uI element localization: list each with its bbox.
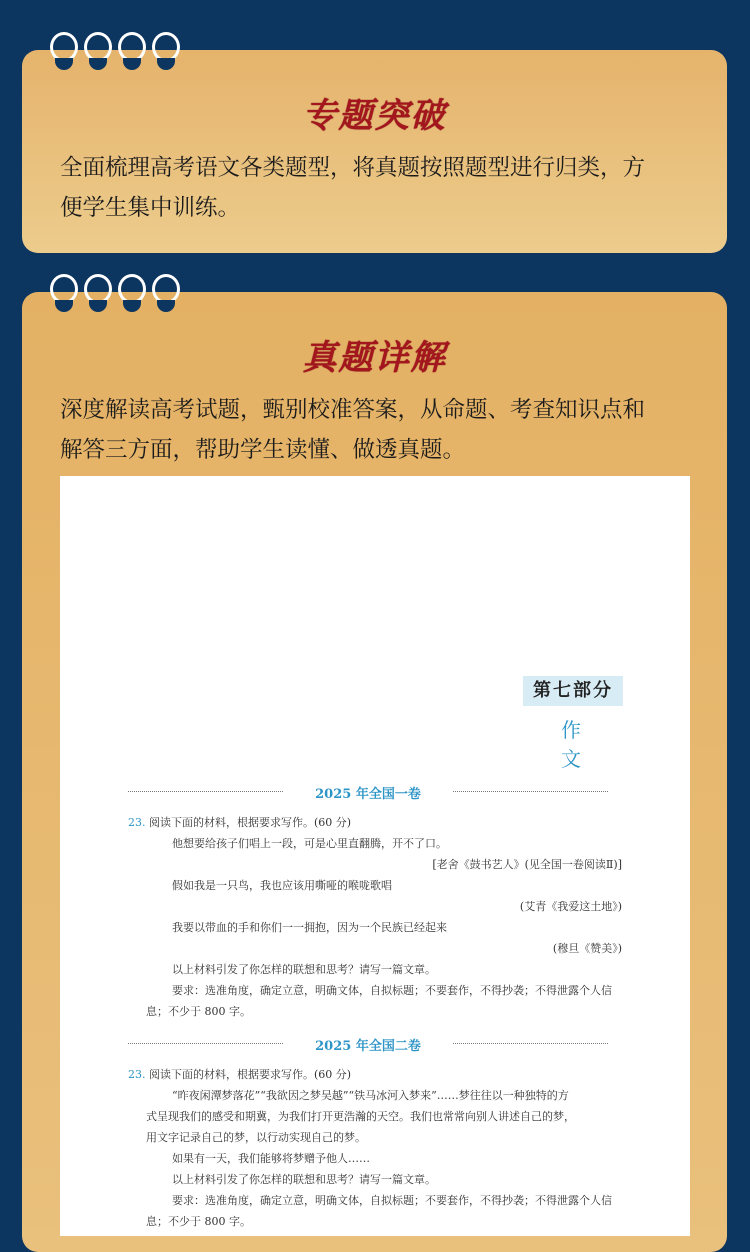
material-line: 式呈现我们的感受和期冀，为我们打开更浩瀚的天空。我们也常常向别人讲述自己的梦， bbox=[146, 1110, 575, 1123]
part-label: 第七部分 bbox=[523, 676, 623, 706]
section-header-exam1 bbox=[128, 781, 608, 801]
question-number: 23. bbox=[128, 816, 146, 829]
material-line: “昨夜闲潭梦落花”“我欲因之梦吴越”“铁马冰河入梦来”……梦往往以一种独特的方 bbox=[172, 1089, 569, 1102]
material-line: 如果有一天，我们能够将梦赠予他人…… bbox=[172, 1152, 370, 1165]
section-header-exam2 bbox=[128, 1033, 608, 1053]
card-body bbox=[60, 148, 697, 228]
card-body-line: 深度解读高考试题，甄别校准答案，从命题、考查知识点和 bbox=[60, 397, 646, 423]
source-line: (艾青《我爱这土地》) bbox=[519, 900, 622, 913]
binder-rings-icon bbox=[50, 32, 178, 72]
part-title: 作 文 bbox=[561, 718, 599, 771]
card-title: 真题详解 bbox=[302, 338, 447, 378]
requirement-line: 要求：选准角度，确定立意，明确文体，自拟标题；不要套作，不得抄袭；不得泄露个人信 bbox=[172, 1194, 612, 1207]
document-page bbox=[60, 476, 690, 1236]
question-line bbox=[128, 1068, 351, 1082]
requirement-line: 息；不少于 800 字。 bbox=[146, 1215, 251, 1228]
question-text: 阅读下面的材料，根据要求写作。(60 分) bbox=[149, 1068, 352, 1081]
material-line: 我要以带血的手和你们一一拥抱，因为一个民族已经起来 bbox=[172, 921, 447, 934]
question-number: 23. bbox=[128, 1068, 146, 1081]
card-title: 专题突破 bbox=[302, 96, 447, 136]
question-line bbox=[128, 816, 351, 830]
question-text: 阅读下面的材料，根据要求写作。(60 分) bbox=[149, 816, 352, 829]
section-label: 2025 年全国一卷 bbox=[315, 787, 421, 802]
binder-rings-icon bbox=[50, 274, 178, 314]
material-line: 用文字记录自己的梦，以行动实现自己的梦。 bbox=[146, 1131, 366, 1144]
card-body-line: 解答三方面，帮助学生读懂、做透真题。 bbox=[60, 437, 466, 463]
card-body-line: 便学生集中训练。 bbox=[60, 195, 241, 221]
prompt-line: 以上材料引发了你怎样的联想和思考？请写一篇文章。 bbox=[172, 1173, 436, 1186]
material-line: 他想要给孩子们唱上一段，可是心里直翻腾，开不了口。 bbox=[172, 837, 447, 850]
requirement-line: 息；不少于 800 字。 bbox=[146, 1005, 251, 1018]
source-line: [老舍《鼓书艺人》(见全国一卷阅读Ⅱ)] bbox=[432, 858, 622, 871]
material-line: 假如我是一只鸟，我也应该用嘶哑的喉咙歌唱 bbox=[172, 879, 392, 892]
card-body bbox=[60, 390, 697, 470]
requirement-line: 要求：选准角度，确定立意，明确文体，自拟标题；不要套作，不得抄袭；不得泄露个人信 bbox=[172, 984, 612, 997]
prompt-line: 以上材料引发了你怎样的联想和思考？请写一篇文章。 bbox=[172, 963, 436, 976]
feature-card-topic bbox=[22, 50, 727, 253]
section-label: 2025 年全国二卷 bbox=[315, 1039, 421, 1054]
card-body-line: 全面梳理高考语文各类题型，将真题按照题型进行归类，方 bbox=[60, 155, 646, 181]
source-line: (穆旦《赞美》) bbox=[552, 942, 622, 955]
